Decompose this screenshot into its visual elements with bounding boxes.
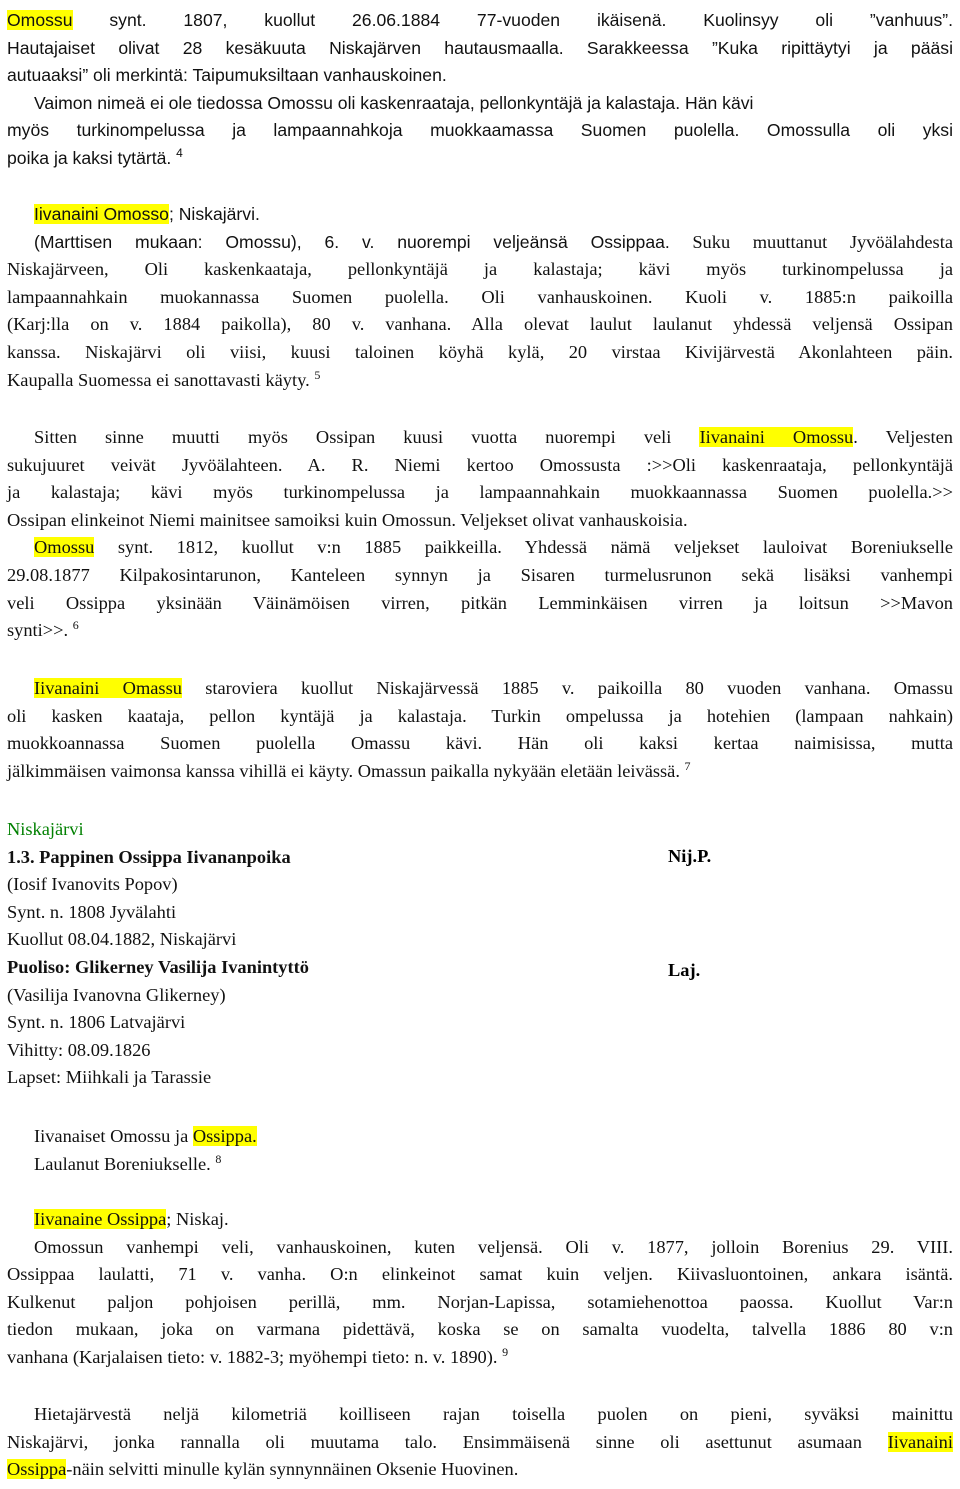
entry-married: Vihitty: 08.09.1826 [7, 1039, 151, 1060]
paragraph-iivanaini-omosso [7, 201, 953, 394]
entry-spouse-born: Synt. n. 1806 Latvajärvi [7, 1012, 186, 1033]
paragraph-iivanaini-omassu [7, 675, 953, 785]
text-line: autuaaksi” oli merkintä: Taipumuksiltaan vanhauskoinen. [7, 65, 447, 86]
footnote-marker: 7 [684, 758, 691, 773]
highlighted-name: Ossippa. [192, 1126, 257, 1146]
text-line: ja kalastaja; kävi myös turkinompelussa ja lampaannahkain muokkaannassa Suomen puolella.>> [7, 482, 953, 503]
text-line: sukujuuret veivät Jyvöälahteen. A. R. Niemi kertoo Omossusta :>>Oli kaskenraataja, pellonkyntäjä [7, 454, 953, 475]
text-line: Hautajaiset olivat 28 kesäkuuta Niskajärven hautausmaalla. Sarakkeessa ”Kuka ripittäytyi ja pääsi [7, 37, 953, 58]
text-line: poika ja kaksi tytärtä. $^4$ [7, 145, 183, 168]
spouse-code: Laj. [668, 960, 701, 980]
text-line: Iivanaini Omosso; Niskajärvi. [34, 204, 260, 224]
highlighted-name: Omossu [34, 537, 95, 558]
highlighted-name: Iivanaini Omassu [34, 678, 182, 698]
text-line: oli kasken kaataja, pellon kyntäjä ja kalastaja. Turkin ompelussa ja hotehien (lampaan nahkain) [7, 705, 953, 726]
text-line: Omossu synt. 1812, kuollut v:n 1885 paikkeilla. Yhdessä nämä veljekset lauloivat Boreniukselle [34, 537, 953, 558]
text-line: (Marttisen mukaan: Omossu), 6. v. nuorempi veljeänsä Ossippaa. Suku muuttanut Jyvöälahdesta [34, 231, 953, 252]
text-line: myös turkinompelussa ja lampaannahkoja muokkaamassa Suomen puolella. Omossulla oli yksi [7, 120, 953, 141]
footnote-marker: 8 [215, 1151, 222, 1166]
text-line: Ossipan elinkeinot Niemi mainitsee samoiksi kuin Omossun. Veljekset olivat vanhauskoisia. [7, 509, 688, 530]
highlighted-name: Iivanaine Ossippa [34, 1209, 167, 1229]
paragraph-iivanaiset [7, 1123, 953, 1178]
footnote-marker: 4 [176, 145, 183, 160]
text-line: vanhana (Karjalaisen tieto: v. 1882-3; myöhempi tieto: n. v. 1890). $^9$ [7, 1344, 509, 1367]
text-line: Hietajärvestä neljä kilometriä koilliseen rajan toisella puolen on pieni, syväksi mainittu [34, 1404, 953, 1424]
genealogy-entry [7, 816, 953, 1092]
entry-children: Lapset: Miihkali ja Tarassie [7, 1067, 212, 1088]
text-line: Laulanut Boreniukselle. $^8$ [34, 1151, 222, 1174]
text-line: Ossippaa laulatti, 71 v. vanha. O:n elinkeinot samat kuin veljen. Kiivasluontoinen, ankara isäntä. [7, 1264, 953, 1285]
text-line: Kulkenut paljon pohjoisen perillä, mm. Norjan-Lapissa, sotamiehenottoa paossa. Kuollut Var:n [7, 1291, 953, 1312]
highlighted-name: Omossu [7, 10, 73, 30]
highlighted-name: Ossippa [7, 1459, 67, 1480]
highlighted-name: Iivanaini Omosso [34, 204, 169, 224]
text-line: 29.08.1877 Kilpakosintarunon, Kanteleen synnyn ja Sisaren turmelusrunon sekä lisäksi vanhempi [7, 564, 953, 585]
text-line: (Karj:lla on v. 1884 paikolla), 80 v. vanhana. Alla olevat laulut laulanut yhdessä veljensä Ossipan [7, 314, 953, 335]
entry-died: Kuollut 08.04.1882, Niskajärvi [7, 929, 237, 950]
paragraph-hietajarvesta [7, 1401, 953, 1484]
text-line: lampaannahkain muokannassa Suomen puolella. Oli vanhauskoinen. Kuoli v. 1885:n paikoilla [7, 286, 953, 307]
entry-spouse-alias: (Vasilija Ivanovna Glikerney) [7, 984, 226, 1005]
village-heading: Niskajärvi [7, 819, 84, 839]
text-line: tiedon mukaan, joka on varmana pidettävä, koska se on samalta vuodelta, talvella 1886 80 v:n [7, 1319, 953, 1340]
text-line: Niskajärveen, Oli kaskenkaataja, pellonkyntäjä ja kalastaja; kävi myös turkinompelussa ja [7, 259, 953, 280]
text-line: Sitten sinne muutti myös Ossipan kuusi vuotta nuorempi veli Iivanaini Omossu. Veljesten [34, 427, 953, 447]
text-line: Kaupalla Suomessa ei sanottavasti käyty. $^5$ [7, 367, 321, 390]
text-line: Omossun vanhempi veli, vanhauskoinen, kuten veljensä. Oli v. 1877, jolloin Borenius 29. VIII. [34, 1236, 953, 1257]
paragraph-sitten-sinne [7, 424, 953, 645]
text-line: Vaimon nimeä ei ole tiedossa Omossu oli kaskenraataja, pellonkyntäjä ja kalastaja. Hän kävi [34, 92, 754, 113]
footnote-marker: 6 [72, 618, 79, 633]
paragraph-iivanaine-ossippa [7, 1206, 953, 1372]
text-line: Iivanaini Omassu staroviera kuollut Niskajärvessä 1885 v. paikoilla 80 vuoden vanhana. Omassu [34, 678, 953, 698]
highlighted-name: Iivanaini [887, 1431, 953, 1452]
entry-spouse: Puoliso: Glikerney Vasilija Ivanintyttö [7, 956, 309, 977]
entry-alias: (Iosif Ivanovits Popov) [7, 874, 178, 895]
text-line: veli Ossippa yksinään Väinämöisen virren, pitkän Lemminkäisen virren ja loitsun >>Mavon [7, 592, 953, 613]
text-line: Iivanaine Ossippa; Niskaj. [34, 1209, 229, 1229]
entry-code: Nij.P. [668, 846, 712, 866]
text-line: jälkimmäisen vaimonsa kanssa vihillä ei käyty. Omassun paikalla nykyään eletään leivässä. $^7$ [7, 758, 691, 781]
text-line: kanssa. Niskajärvi oli viisi, kuusi taloinen köyhä kylä, 20 virstaa Kivijärvestä Akonlahteen päin. [7, 341, 953, 362]
entry-born: Synt. n. 1808 Jyvälahti [7, 901, 177, 922]
text-line: Omossu synt. 1807, kuollut 26.06.1884 77-vuoden ikäisenä. Kuolinsyy oli ”vanhuus”. [7, 10, 953, 30]
entry-heading: 1.3. Pappinen Ossippa Iivananpoika [7, 846, 291, 867]
footnote-marker: 5 [314, 367, 321, 382]
text-line: muokkoannassa Suomen puolella Omassu kävi. Hän oli kaksi kertaa naimisissa, mutta [7, 733, 953, 754]
text-line: Ossippa-näin selvitti minulle kylän synnynnäinen Oksenie Huovinen. [7, 1459, 519, 1480]
paragraph-omossu-intro [7, 7, 953, 173]
footnote-marker: 9 [502, 1344, 509, 1359]
text-line: Niskajärvi, jonka rannalla oli muutama talo. Ensimmäisenä sinne oli asettunut asumaan Iivanaini [7, 1431, 953, 1452]
highlighted-name: Iivanaini Omossu [699, 427, 854, 447]
text-line: Iivanaiset Omossu ja Ossippa. [34, 1126, 257, 1146]
text-line: synti>>. $^6$ [7, 618, 79, 641]
